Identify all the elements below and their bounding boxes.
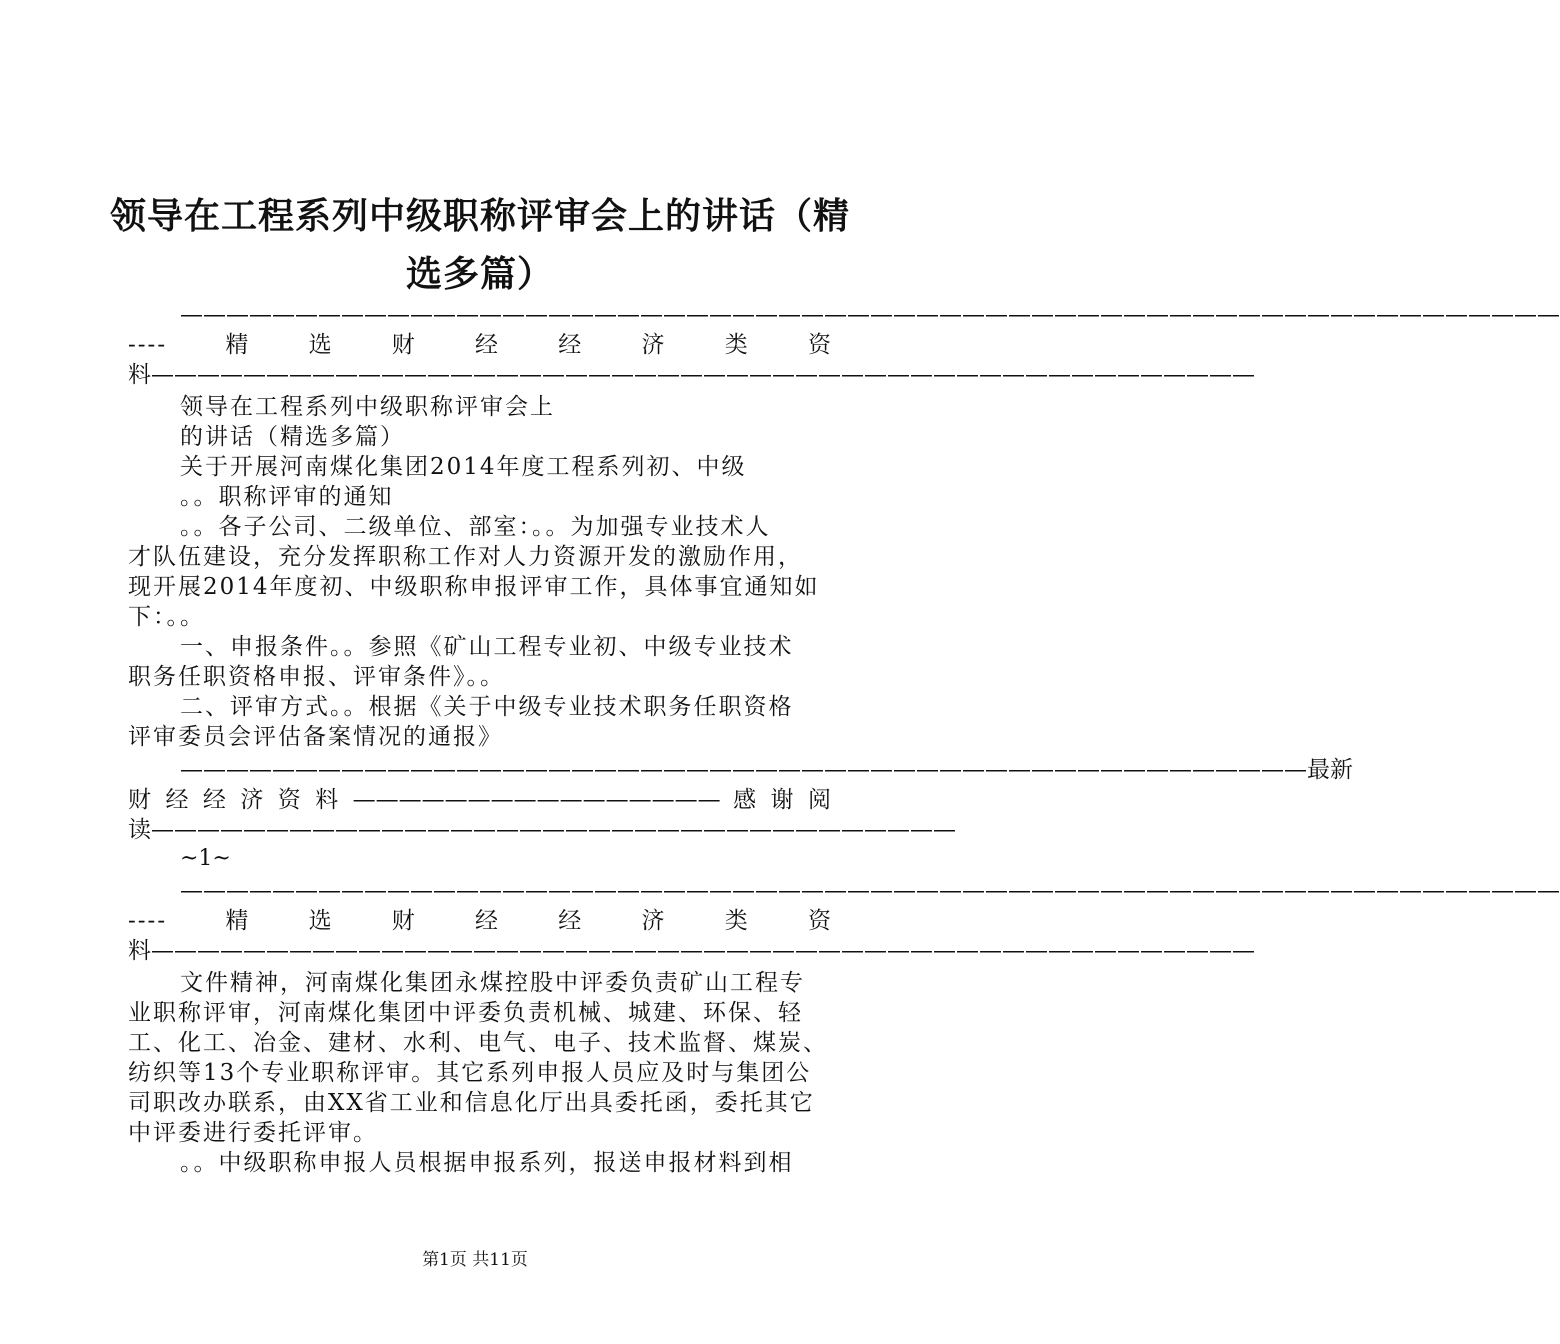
header-word: 选: [308, 908, 334, 934]
body-line: 现开展2014年度初、中级职称申报评审工作，具体事宜通知如: [128, 574, 820, 600]
body-line: 下：。。: [128, 604, 205, 630]
body-line: 关于开展河南煤化集团2014年度工程系列初、中级: [180, 454, 747, 480]
body-line: 才队伍建设，充分发挥职称工作对人力资源开发的激励作用，: [128, 544, 803, 570]
header-word: 类: [724, 332, 750, 358]
footer-word: 资: [277, 787, 303, 813]
body-line: 一、申报条件。。参照《矿山工程专业初、中级专业技术: [180, 634, 794, 660]
page-marker: ~1~: [180, 846, 231, 871]
separator-line: ————————————————————————————————————————————————————————————: [180, 302, 1560, 328]
header-prefix: ----: [128, 908, 168, 934]
header-end-line: 料————————————————————————————————————————————————: [128, 938, 1255, 964]
footer-words-row: [128, 785, 833, 815]
body-line: 职务任职资格申报、评审条件》。。: [128, 664, 505, 690]
header-word: 资: [807, 908, 833, 934]
header-word: 财: [391, 332, 417, 358]
footer-word: 谢: [770, 787, 796, 813]
footer-word: 感: [733, 787, 759, 813]
header-end-line: 料————————————————————————————————————————————————: [128, 362, 1255, 388]
footer-word: 料: [315, 787, 341, 813]
footer-word: 经: [165, 787, 191, 813]
body-line: 司职改办联系，由XX省工业和信息化厅出具委托函，委托其它: [128, 1090, 815, 1116]
footer-word: 财: [128, 787, 153, 813]
body-line: 纺织等13个专业职称评审。其它系列申报人员应及时与集团公: [128, 1060, 812, 1086]
document-title-line-1: 领导在工程系列中级职称评审会上的讲话（精: [110, 196, 851, 237]
header-word: 类: [724, 908, 750, 934]
footer-end-line: 读———————————————————————————————————: [128, 817, 956, 843]
body-line: 业职称评审，河南煤化集团中评委负责机械、城建、环保、轻: [128, 1000, 803, 1026]
header-word: 财: [391, 908, 417, 934]
header-word: 资: [807, 332, 833, 358]
header-word: 精: [225, 908, 251, 934]
body-line: 的讲话（精选多篇）: [180, 424, 405, 450]
header-word: 济: [641, 908, 667, 934]
footer-dashes: ————————————————: [352, 787, 721, 813]
header-word: 经: [558, 908, 584, 934]
body-line: 。。中级职称申报人员根据申报系列，报送申报材料到相: [180, 1150, 794, 1176]
header-words-row: [128, 906, 833, 936]
footer-separator: —————————————————————————————————————————————————最新: [180, 757, 1353, 783]
body-line: 中评委进行委托评审。: [128, 1120, 378, 1146]
separator-line: ————————————————————————————————————————————————————————————: [180, 878, 1560, 904]
body-line: 。。各子公司、二级单位、部室：。。为加强专业技术人: [180, 514, 771, 540]
header-word: 精: [225, 332, 251, 358]
footer-word: 阅: [807, 787, 833, 813]
header-word: 经: [475, 908, 501, 934]
footer-word: 济: [240, 787, 266, 813]
body-line: 领导在工程系列中级职称评审会上: [180, 394, 555, 420]
body-line: 文件精神，河南煤化集团永煤控股中评委负责矿山工程专: [180, 970, 805, 996]
header-words-row: [128, 330, 833, 360]
header-word: 经: [558, 332, 584, 358]
header-prefix: ----: [128, 332, 168, 358]
body-line: 。。职称评审的通知: [180, 484, 394, 510]
header-word: 选: [308, 332, 334, 358]
body-line: 二、评审方式。。根据《关于中级专业技术职务任职资格: [180, 694, 794, 720]
footer-word: 经: [202, 787, 228, 813]
body-line: 评审委员会评估备案情况的通报》: [128, 724, 503, 750]
page-footer: 第1页 共11页: [422, 1250, 528, 1270]
header-word: 经: [475, 332, 501, 358]
document-title-line-2: 选多篇）: [405, 254, 554, 295]
header-word: 济: [641, 332, 667, 358]
body-line: 工、化工、冶金、建材、水利、电气、电子、技术监督、煤炭、: [128, 1030, 828, 1056]
